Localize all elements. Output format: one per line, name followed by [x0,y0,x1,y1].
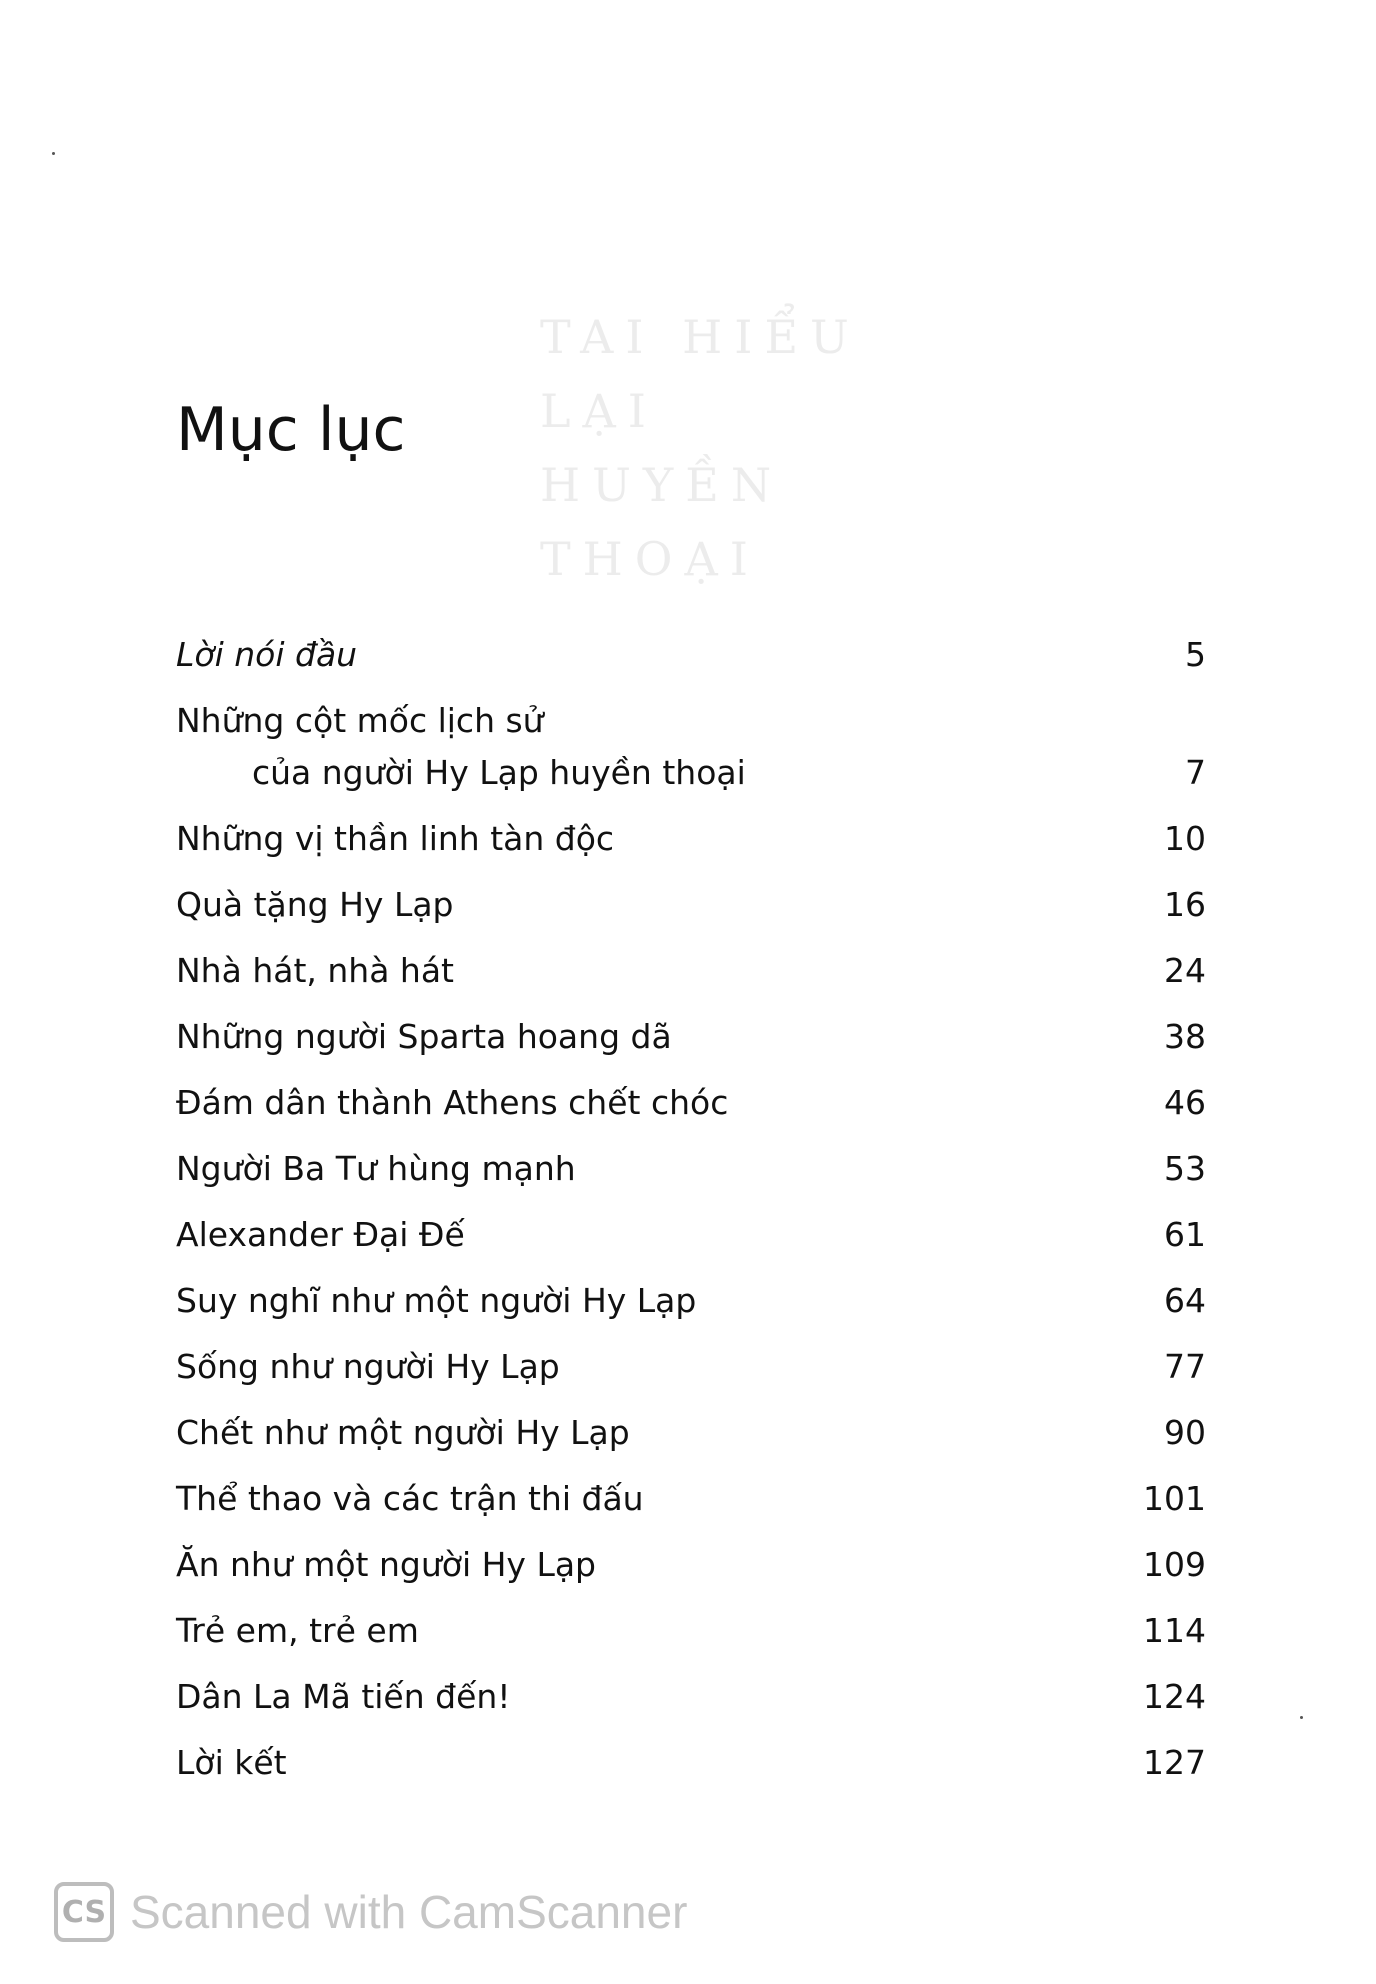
toc-entry-page: 109 [1143,1545,1206,1584]
toc-entry-page: 24 [1164,951,1206,990]
toc-entry-spartans [176,1004,1206,1070]
toc-entry-page: 101 [1143,1479,1206,1518]
toc-entry-page: 53 [1164,1149,1206,1188]
toc-entry-title: Dân La Mã tiến đến! [176,1677,511,1716]
toc-entry-children [176,1598,1206,1664]
scan-speck [1300,1716,1303,1719]
toc-entry-page: 124 [1143,1677,1206,1716]
toc-entry-romans [176,1664,1206,1730]
watermark-text: Scanned with CamScanner [130,1886,688,1938]
toc-entry-title: Alexander Đại Đế [176,1215,465,1254]
toc-entry-title: Suy nghĩ như một người Hy Lạp [176,1281,697,1320]
toc-entry-preface [176,622,1206,688]
toc-entry-title: Chết như một người Hy Lạp [176,1413,630,1452]
page-title: Mục lục [176,395,406,465]
toc-entry-page: 127 [1143,1743,1206,1782]
toc-entry-title: Những vị thần linh tàn độc [176,819,615,858]
toc-entry-title: Quà tặng Hy Lạp [176,885,454,924]
toc-entry-page: 46 [1164,1083,1206,1122]
toc-entry-theatre [176,938,1206,1004]
toc-entry-title: Thể thao và các trận thi đấu [176,1479,644,1518]
toc-entry-page: 90 [1164,1413,1206,1452]
toc-entry-title: Lời kết [176,1743,287,1782]
show-through-text: TAI HIỂU LẠI HUYỀN THOẠI [540,310,861,586]
toc-entry-eat-greek [176,1532,1206,1598]
toc-entry-title: Những người Sparta hoang dã [176,1017,672,1056]
toc-entry-athenians [176,1070,1206,1136]
toc-entry-die-greek [176,1400,1206,1466]
toc-entry-title: Sống như người Hy Lạp [176,1347,560,1386]
toc-entry-title: Nhà hát, nhà hát [176,951,454,990]
camscanner-logo-icon: CS [54,1882,114,1942]
scan-speck [52,152,55,155]
toc-entry-gods [176,806,1206,872]
toc-entry-page: 64 [1164,1281,1206,1320]
toc-entry-title: Đám dân thành Athens chết chóc [176,1083,729,1122]
toc-entry-alexander [176,1202,1206,1268]
table-of-contents [176,622,1206,1796]
toc-entry-greek-gifts [176,872,1206,938]
toc-entry-think-greek [176,1268,1206,1334]
toc-entry-page: 114 [1143,1611,1206,1650]
toc-entry-title-continued: của người Hy Lạp huyền thoại [252,753,746,792]
toc-entry-page: 77 [1164,1347,1206,1386]
toc-entry-sports [176,1466,1206,1532]
toc-entry-page: 16 [1164,885,1206,924]
toc-entry-title: Ăn như một người Hy Lạp [176,1545,596,1584]
toc-entry-live-greek [176,1334,1206,1400]
camscanner-watermark [54,1882,687,1942]
toc-entry-page: 7 [1185,753,1206,792]
toc-entry-title: Người Ba Tư hùng mạnh [176,1149,576,1188]
toc-entry-page: 5 [1185,635,1206,674]
toc-entry-title: Những cột mốc lịch sử [176,701,544,740]
toc-entry-persians [176,1136,1206,1202]
toc-entry-epilogue [176,1730,1206,1796]
toc-entry-page: 61 [1164,1215,1206,1254]
toc-entry-title: Trẻ em, trẻ em [176,1611,419,1650]
toc-entry-page: 10 [1164,819,1206,858]
toc-entry-milestones [176,688,1206,806]
toc-entry-page: 38 [1164,1017,1206,1056]
toc-entry-title: Lời nói đầu [176,635,358,674]
